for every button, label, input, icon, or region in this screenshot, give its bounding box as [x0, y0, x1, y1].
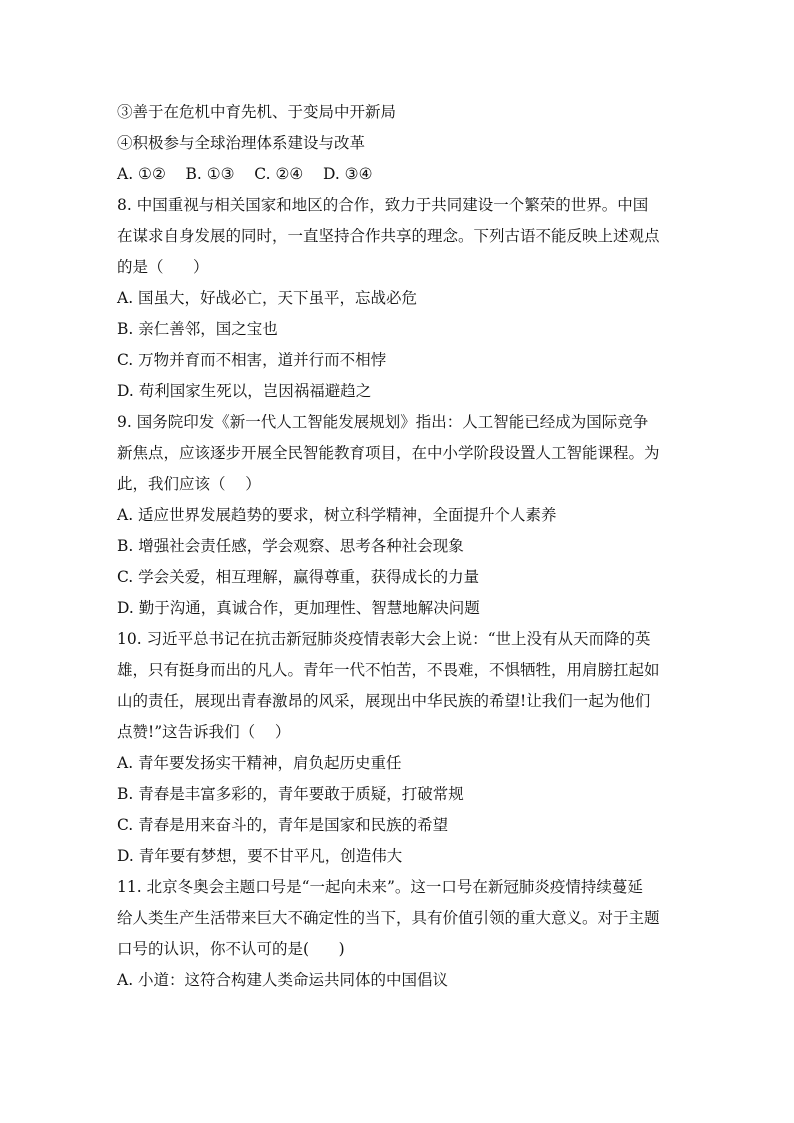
- q10-option-a: A. 青年要发扬实干精神，肩负起历史重任: [117, 754, 402, 772]
- question-11: [117, 872, 679, 996]
- question-8: [117, 190, 679, 407]
- q10-stem-line-2: 雄，只有挺身而出的凡人。青年一代不怕苦，不畏难，不惧牺牲，用肩膀扛起如: [117, 661, 660, 679]
- question-7-tail: [117, 97, 679, 190]
- q10-option-b: B. 青春是丰富多彩的，青年要敢于质疑，打破常规: [117, 785, 464, 803]
- q8-stem-line-1: 8. 中国重视与相关国家和地区的合作，致力于共同建设一个繁荣的世界。中国: [117, 196, 649, 214]
- q9-stem-line-2: 新焦点，应该逐步开展全民智能教育项目，在中小学阶段设置人工智能课程。为: [117, 444, 660, 462]
- q9-option-d: D. 勤于沟通，真诚合作，更加理性、智慧地解决问题: [117, 599, 480, 617]
- q9-stem-line-3: 此，我们应该（ ）: [117, 475, 261, 493]
- q9-option-b: B. 增强社会责任感，学会观察、思考各种社会现象: [117, 537, 464, 555]
- q10-stem-line-1: 10. 习近平总书记在抗击新冠肺炎疫情表彰大会上说：“世上没有从天而降的英: [117, 630, 651, 648]
- q8-stem-line-2: 在谋求自身发展的同时，一直坚持合作共享的理念。下列古语不能反映上述观点: [117, 227, 660, 245]
- q10-stem-line-3: 山的责任，展现出青春激昂的风采，展现出中华民族的希望!让我们一起为他们: [117, 692, 651, 710]
- question-10: [117, 624, 679, 872]
- q8-option-c: C. 万物并育而不相害，道并行而不相悖: [117, 351, 387, 369]
- q7-option-4: ④积极参与全球治理体系建设与改革: [117, 134, 366, 152]
- question-list: [117, 97, 679, 996]
- q9-option-a: A. 适应世界发展趋势的要求，树立科学精神，全面提升个人素养: [117, 506, 557, 524]
- q11-option-a: A. 小道：这符合构建人类命运共同体的中国倡议: [117, 971, 449, 989]
- q8-option-b: B. 亲仁善邻，国之宝也: [117, 320, 278, 338]
- q8-option-d: D. 苟利国家生死以，岂因祸福避趋之: [117, 382, 372, 400]
- q11-stem-line-2: 给人类生产生活带来巨大不确定性的当下，具有价值引领的重大意义。对于主题: [117, 909, 660, 927]
- question-9: [117, 407, 679, 624]
- q8-stem-line-3: 的是（ ）: [117, 258, 209, 276]
- q8-option-a: A. 国虽大，好战必亡，天下虽平，忘战必危: [117, 289, 418, 307]
- q10-option-d: D. 青年要有梦想，要不甘平凡，创造伟大: [117, 847, 403, 865]
- q10-stem-line-4: 点赞!”这告诉我们（ ）: [117, 723, 291, 741]
- q10-option-c: C. 青春是用来奋斗的，青年是国家和民族的希望: [117, 816, 449, 834]
- q7-choices: A. ①② B. ①③ C. ②④ D. ③④: [117, 165, 373, 183]
- q11-stem-line-3: 口号的认识，你不认可的是( ): [117, 940, 345, 958]
- q9-stem-line-1: 9. 国务院印发《新一代人工智能发展规划》指出：人工智能已经成为国际竞争: [117, 413, 649, 431]
- q11-stem-line-1: 11. 北京冬奥会主题口号是“一起向未来”。这一口号在新冠肺炎疫情持续蔓延: [117, 878, 643, 896]
- q9-option-c: C. 学会关爱，相互理解，赢得尊重，获得成长的力量: [117, 568, 480, 586]
- q7-option-3: ③善于在危机中育先机、于变局中开新局: [117, 103, 397, 121]
